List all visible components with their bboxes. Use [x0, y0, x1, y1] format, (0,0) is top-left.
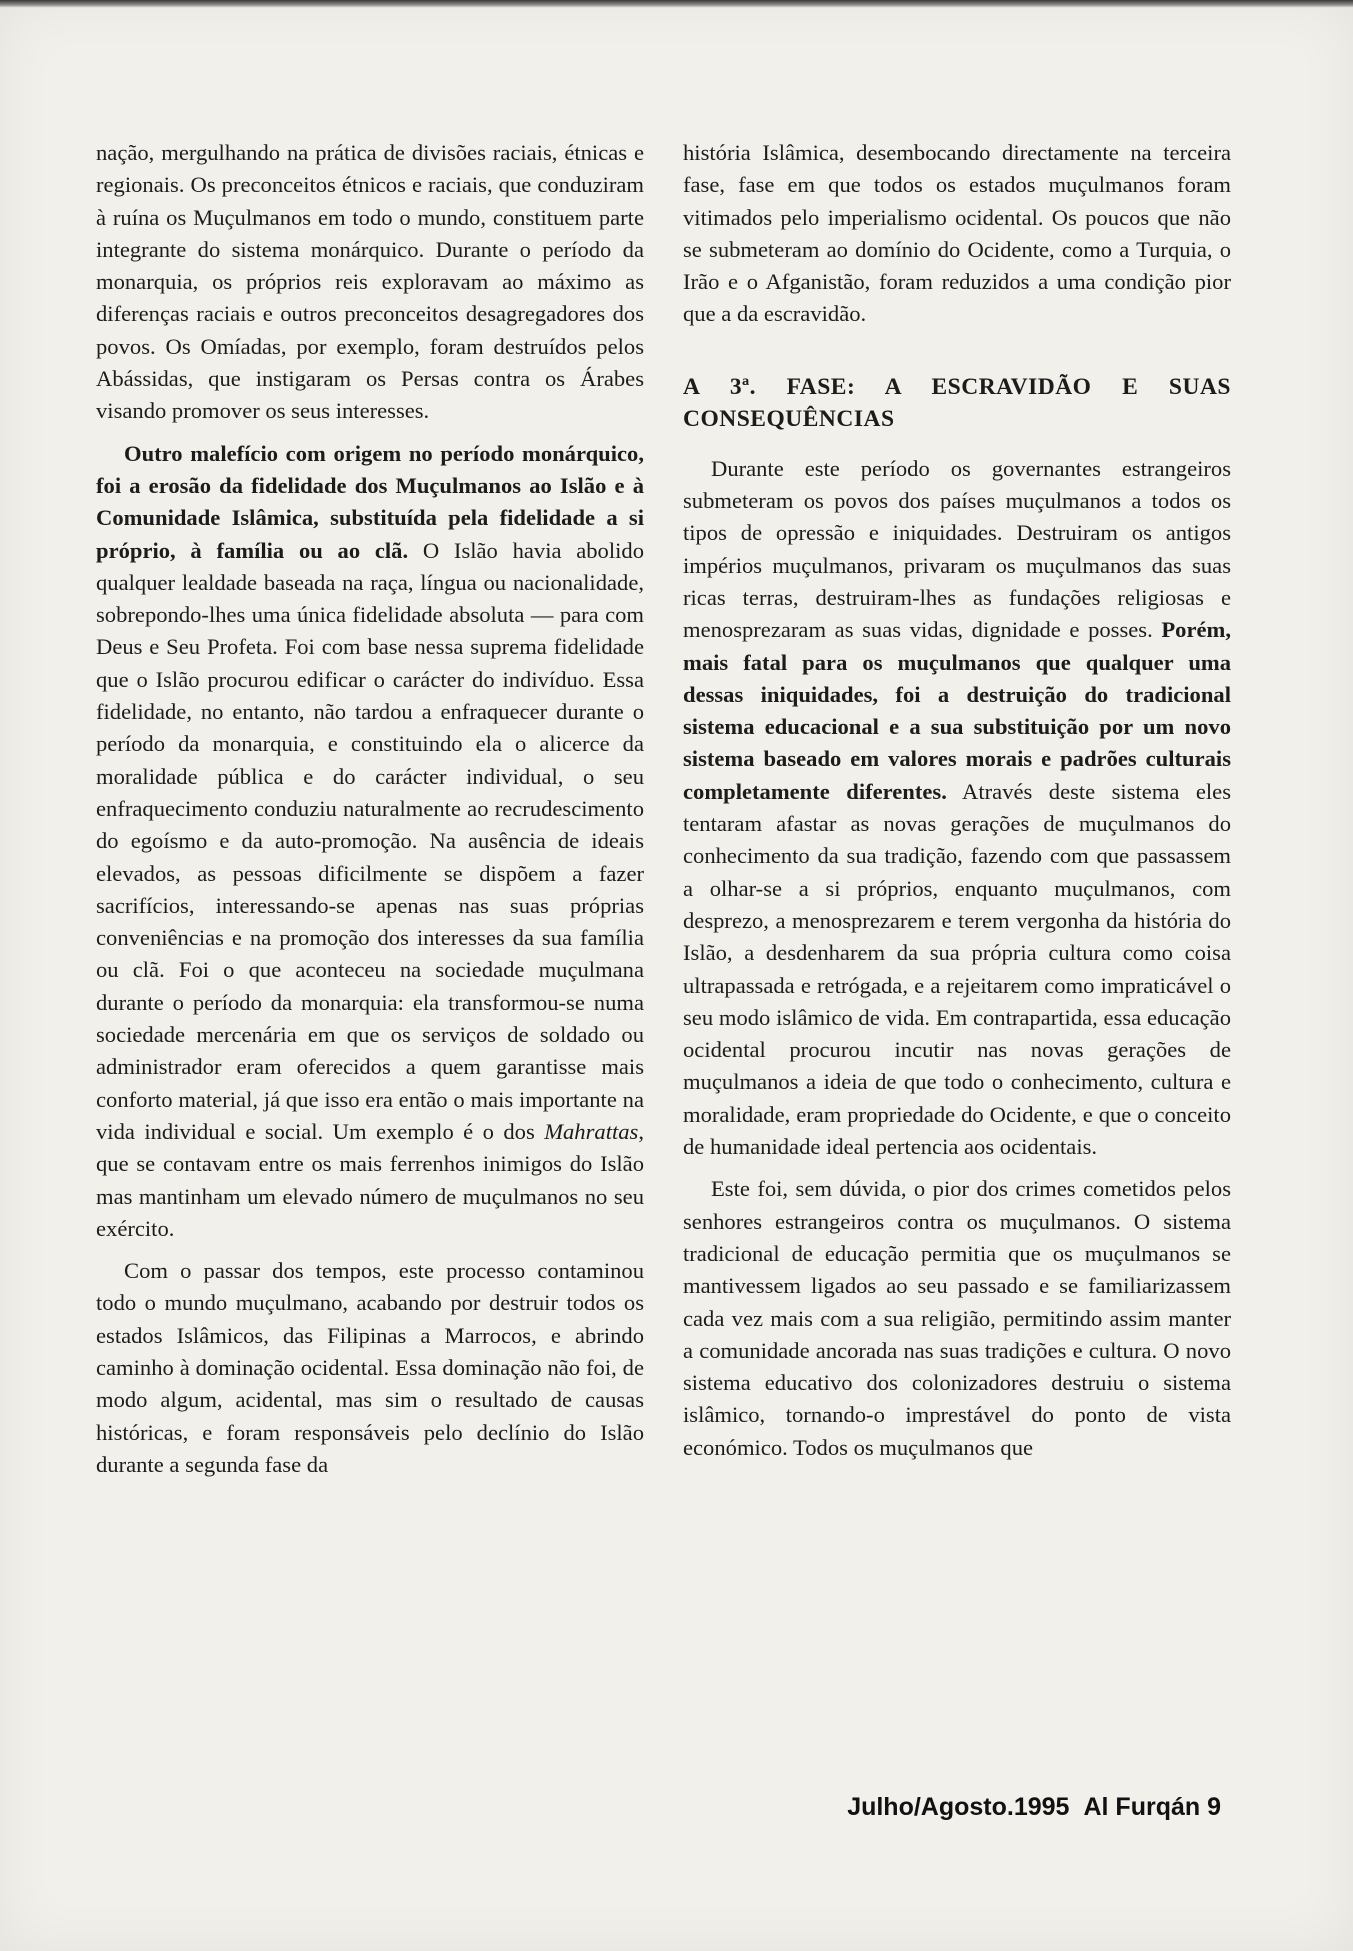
left-paragraph-2-italic: Mahrattas: [544, 1118, 639, 1144]
section-heading-line-2: CONSEQUÊNCIAS: [683, 405, 895, 432]
right-paragraph-2-text-b: Através deste sistema eles tentaram afastar as novas gerações de muçulmanos do conhecimento da sua tradição, fazendo com que passassem a olhar-se a si próprios, enquanto muçulmanos, com desprezo, a menosprezarem e terem vergonha da história do Islão, a desdenharem da sua própria cultura como coisa ultrapassada e retrógada, e a rejeitarem como impraticável o seu modo islâmico de vida. Em contrapartida, essa educação ocidental procurou incutir nas novas gerações de muçulmanos a ideia de que todo o conhecimento, cultura e moralidade, eram propriedade do Ocidente, e que o conceito de humanidade ideal pertencia aos ocidentais.: [683, 778, 1231, 1160]
section-heading: [683, 371, 1231, 435]
left-paragraph-2-text-a: O Islão havia abolido qualquer lealdade baseada na raça, língua ou nacionalidade, sobrepondo-lhes uma única fidelidade absoluta — para com Deus e Seu Profeta. Foi com base nessa suprema fidelidade que o Islão procurou edificar o carácter do indivíduo. Essa fidelidade, no entanto, não tardou a enfraquecer durante o período da monarquia, e constituindo ela o alicerce da moralidade pública e do carácter individual, o seu enfraquecimento conduziu naturalmente ao recrudescimento do egoísmo e da auto-promoção. Na ausência de ideais elevados, as pessoas dificilmente se dispõem a fazer sacrifícios, interessando-se apenas nas suas próprias conveniências e na promoção dos interesses da sua família ou clã. Foi o que aconteceu na sociedade muçulmana durante o período da monarquia: ela transformou-se numa sociedade mercenária em que os serviços de soldado ou administrador eram oferecidos a quem garantisse mais conforto material, já que isso era então o mais importante na vida individual e social. Um exemplo é o dos: [96, 537, 644, 1144]
left-paragraph-2-bold: Outro malefício com origem no período monárquico, foi a erosão da fidelidade dos Muçulmanos ao Islão e à Comunidade Islâmica, substituída pela fidelidade a si próprio, à família ou ao clã.: [96, 440, 644, 563]
right-column: [683, 137, 1231, 1464]
scan-top-edge: [0, 0, 1353, 8]
left-paragraph-2: [96, 438, 644, 1245]
right-paragraph-2: [683, 453, 1231, 1164]
right-paragraph-2-bold: Porém, mais fatal para os muçulmanos que qualquer uma dessas iniquidades, foi a destruição do tradicional sistema educacional e a sua substituição por um novo sistema baseado em valores morais e padrões culturais completamente diferentes.: [683, 617, 1231, 804]
footer-issue-date: Julho/Agosto.1995: [847, 1793, 1070, 1821]
left-paragraph-2-text-b: , que se contavam entre os mais ferrenhos inimigos do Islão mas mantinham um elevado número de muçulmanos no seu exército.: [96, 1118, 644, 1241]
right-paragraph-2-text: Durante este período os governantes estrangeiros submeteram os povos dos países muçulmanos a todos os tipos de opressão e iniquidades. Destruiram os antigos impérios muçulmanos, privaram os muçulmanos das suas ricas terras, destruiram-lhes as fundações religiosas e menosprezaram as suas vidas, dignidade e posses.: [683, 455, 1231, 643]
footer-magazine-page: Al Furqán 9: [1083, 1793, 1221, 1821]
page-footer: [847, 1793, 1221, 1822]
right-paragraph-1: história Islâmica, desembocando directamente na terceira fase, fase em que todos os estados muçulmanos foram vitimados pelo imperialismo ocidental. Os poucos que não se submeteram ao domínio do Ocidente, como a Turquia, o Irão e o Afganistão, foram reduzidos a uma condição pior que a da escravidão.: [683, 140, 1231, 327]
right-paragraph-3: Este foi, sem dúvida, o pior dos crimes cometidos pelos senhores estrangeiros contra os muçulmanos. O sistema tradicional de educação permitia que os muçulmanos se mantivessem ligados ao seu passado e se familiarizassem cada vez mais com a sua religião, permitindo assim manter a comunidade ancorada nas suas tradições e cultura. O novo sistema educativo dos colonizadores destruiu o sistema islâmico, tornando-o imprestável do ponto de vista económico. Todos os muçulmanos que: [683, 1176, 1231, 1460]
left-paragraph-1: nação, mergulhando na prática de divisões raciais, étnicas e regionais. Os preconceitos étnicos e raciais, que conduziram à ruína os Muçulmanos em todo o mundo, constituem parte integrante do sistema monárquico. Durante o período da monarquia, os próprios reis exploravam ao máximo as diferenças raciais e outros preconceitos desagregadores dos povos. Os Omíadas, por exemplo, foram destruídos pelos Abássidas, que instigaram os Persas contra os Árabes visando promover os seus interesses.: [96, 140, 644, 424]
left-column: [96, 137, 644, 1481]
section-heading-line-1: A 3ª. FASE: A ESCRAVIDÃO E SUAS: [683, 373, 1231, 400]
left-paragraph-3: Com o passar dos tempos, este processo contaminou todo o mundo muçulmano, acabando por destruir todos os estados Islâmicos, das Filipinas a Marrocos, e abrindo caminho à dominação ocidental. Essa dominação não foi, de modo algum, acidental, mas sim o resultado de causas históricas, e foram responsáveis pelo declínio do Islão durante a segunda fase da: [96, 1258, 644, 1477]
